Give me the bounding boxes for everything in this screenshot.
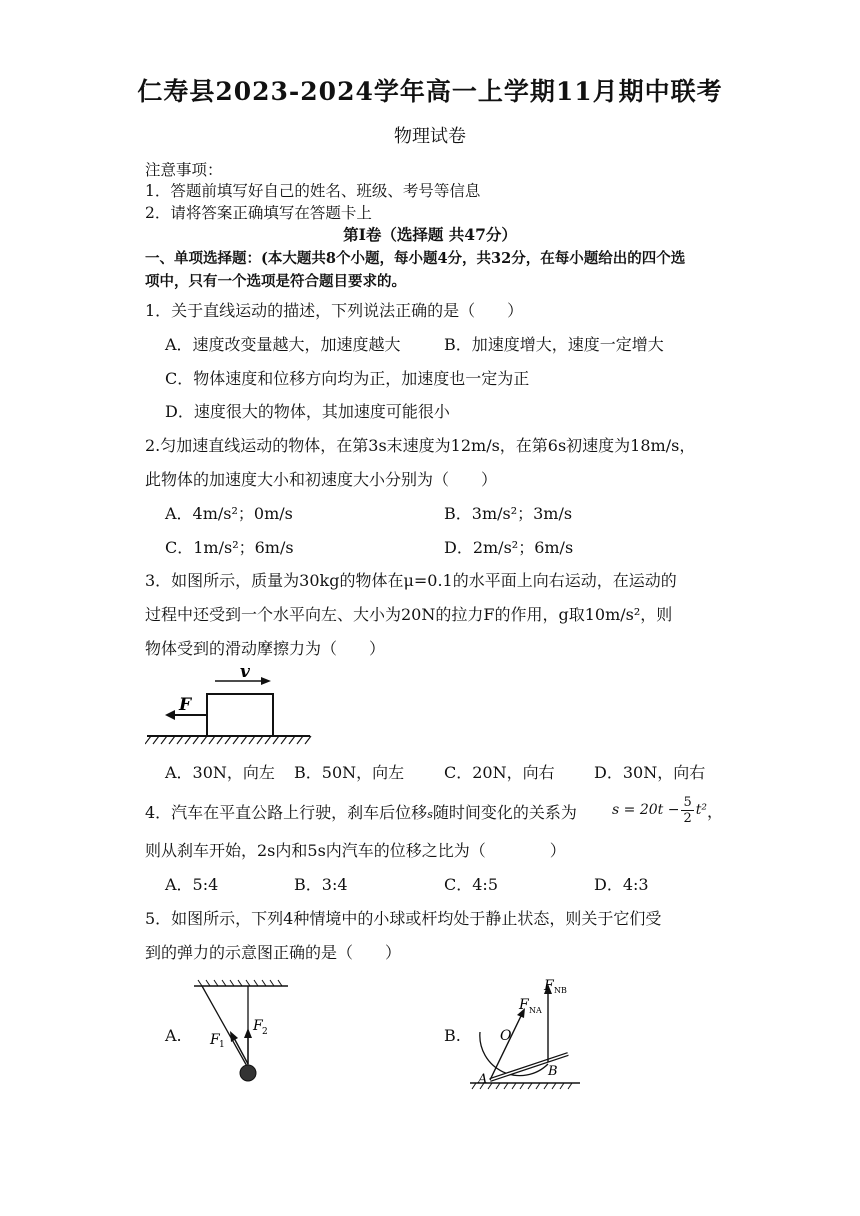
force-f1-label: F xyxy=(210,1032,220,1048)
force-f1-subscript: 1 xyxy=(219,1040,225,1050)
q4-option-d: D．4:3 xyxy=(594,875,649,894)
block xyxy=(207,694,273,736)
fraction-denominator: 2 xyxy=(683,810,692,826)
ceiling-hatch xyxy=(198,980,282,986)
section-title: 第I卷（选择题 共47分） xyxy=(343,225,517,244)
question-4-stem xyxy=(145,800,577,823)
force-f2-label: F xyxy=(253,1018,263,1034)
question-3-stem: 物体受到的滑动摩擦力为（ ） xyxy=(145,639,386,658)
point-b-label: B xyxy=(548,1064,558,1079)
formula-fraction xyxy=(681,795,693,826)
section-instruction: 一、单项选择题：(本大题共8个小题，每小题4分，共32分，在每小题给出的四个选 xyxy=(145,250,686,267)
q1-option-d: D．速度很大的物体，其加速度可能很小 xyxy=(165,402,450,421)
q2-option-a: A．4m/s²；0m/s xyxy=(165,504,293,523)
question-1-stem: 1．关于直线运动的描述，下列说法正确的是（ ） xyxy=(145,301,524,320)
subject-title: 物理试卷 xyxy=(394,126,466,147)
center-o-label: O xyxy=(500,1028,512,1044)
ground-hatch xyxy=(145,736,311,744)
q4-option-a: A．5:4 xyxy=(165,875,219,894)
question-2-stem: 2.匀加速直线运动的物体，在第3s末速度为12m/s，在第6s初速度为18m/s， xyxy=(145,436,696,455)
q2-option-c: C．1m/s²；6m/s xyxy=(165,538,294,557)
q1-option-b: B．加速度增大，速度一定增大 xyxy=(444,335,664,354)
q3-option-b: B．50N，向左 xyxy=(294,763,405,782)
bowl-arc xyxy=(480,1032,548,1076)
note-item: 1．答题前填写好自己的姓名、班级、考号等信息 xyxy=(145,182,481,200)
question-2-stem: 此物体的加速度大小和初速度大小分别为（ ） xyxy=(145,470,498,489)
q4-stem-text: 随时间变化的关系为 xyxy=(432,803,577,822)
formula-rhs: t² xyxy=(695,802,707,818)
force-f2-arrowhead xyxy=(244,1028,252,1038)
question-5-stem: 5．如图所示，下列4种情境中的小球或杆均处于静止状态，则关于它们受 xyxy=(145,909,662,928)
q5-figure-a xyxy=(190,976,300,1086)
velocity-arrowhead xyxy=(261,677,271,685)
force-f1-arrowhead xyxy=(230,1031,238,1042)
section-instruction: 项中，只有一个选项是符合题目要求的。 xyxy=(145,273,406,290)
q4-option-b: B．3:4 xyxy=(294,875,348,894)
q2-option-d: D．2m/s²；6m/s xyxy=(444,538,574,557)
q5-figure-b xyxy=(466,968,586,1093)
note-item: 2．请将答案正确填写在答题卡上 xyxy=(145,204,372,222)
q4-formula xyxy=(612,790,723,830)
force-fna-label: F xyxy=(519,997,529,1013)
slanted-string xyxy=(202,986,248,1068)
q5-option-a-label: A. xyxy=(165,1026,182,1045)
formula-end: ， xyxy=(706,801,723,821)
question-5-stem: 到的弹力的示意图正确的是（ ） xyxy=(145,943,402,962)
formula-lhs: s = 20t − xyxy=(612,802,680,818)
question-3-stem: 过程中还受到一个水平向左、大小为20N的拉力F的作用，g取10m/s²，则 xyxy=(145,605,673,624)
q4-option-c: C．4:5 xyxy=(444,875,498,894)
q4-stem-text: 4．汽车在平直公路上行驶，刹车后位移 xyxy=(145,803,428,822)
force-f2-subscript: 2 xyxy=(262,1027,268,1037)
point-a-label: A xyxy=(478,1072,488,1087)
q4-variable-s: s xyxy=(427,808,433,821)
q3-option-d: D．30N，向右 xyxy=(594,763,706,782)
q1-option-a: A．速度改变量越大，加速度越大 xyxy=(165,335,401,354)
q5-option-b-label: B. xyxy=(444,1026,461,1045)
q3-figure xyxy=(145,662,315,752)
fraction-numerator: 5 xyxy=(683,794,692,810)
page-title: 仁寿县2023-2024学年高一上学期11月期中联考 xyxy=(137,77,723,106)
q3-option-a: A．30N，向左 xyxy=(165,763,275,782)
hanging-ball xyxy=(240,1065,256,1081)
question-3-stem: 3．如图所示，质量为30kg的物体在μ=0.1的水平面上向右运动，在运动的 xyxy=(145,571,677,590)
force-fnb-subscript: NB xyxy=(554,986,567,995)
q3-option-c: C．20N，向右 xyxy=(444,763,555,782)
force-f-arrowhead xyxy=(165,710,175,720)
q2-option-b: B．3m/s²；3m/s xyxy=(444,504,573,523)
notes-heading: 注意事项： xyxy=(145,161,223,179)
force-f-label: F xyxy=(179,695,192,715)
question-4-stem: 则从刹车开始，2s内和5s内汽车的位移之比为（ ） xyxy=(145,841,566,860)
force-f1-arrow xyxy=(234,1038,248,1064)
force-fna-subscript: NA xyxy=(529,1006,542,1015)
q1-option-c: C．物体速度和位移方向均为正，加速度也一定为正 xyxy=(165,369,530,388)
force-fnb-label: F xyxy=(544,978,554,994)
velocity-label: v xyxy=(240,662,250,682)
